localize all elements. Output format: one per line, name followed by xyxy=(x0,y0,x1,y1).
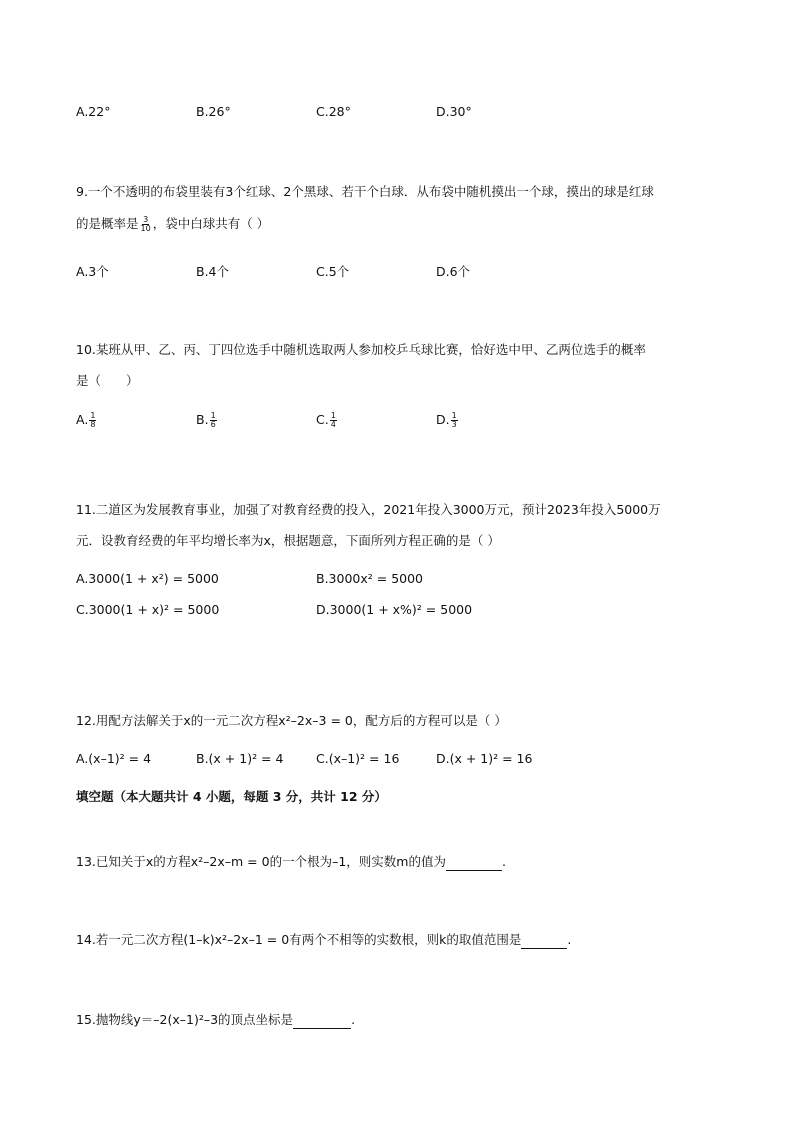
q10-a-denominator: 8 xyxy=(90,420,96,429)
q12-option-c: C.(x–1)² = 16 xyxy=(316,751,400,766)
q10-option-c xyxy=(316,412,338,429)
q10-option-a xyxy=(76,412,97,429)
q10-b-denominator: 6 xyxy=(210,420,216,429)
q15-text: 15.抛物线y＝–2(x–1)²–3的顶点坐标是 xyxy=(76,1012,294,1027)
q10-option-b-fraction xyxy=(210,412,217,429)
q10-option-d-fraction xyxy=(451,412,458,429)
q15-period: . xyxy=(351,1012,356,1027)
q10-stem-line2: 是（ ） xyxy=(76,373,139,388)
q12-stem: 12.用配方法解关于x的一元二次方程x²–2x–3 = 0，配方后的方程可以是（ ） xyxy=(76,713,507,728)
q10-c-denominator: 4 xyxy=(330,420,336,429)
q12-option-b: B.(x + 1)² = 4 xyxy=(196,751,284,766)
q9-option-d: D.6个 xyxy=(436,264,471,279)
q10-option-d-label: D. xyxy=(436,412,450,427)
q14-answer-blank[interactable] xyxy=(521,933,567,949)
q9-stem-line1: 9.一个不透明的布袋里装有3个红球、2个黑球、若干个白球．从布袋中随机摸出一个球，摸出的球是红球 xyxy=(76,184,654,199)
q11-stem-line1: 11.二道区为发展教育事业，加强了对教育经费的投入，2021年投入3000万元，预计2023年投入5000万 xyxy=(76,502,661,517)
q10-option-c-fraction xyxy=(330,412,337,429)
q13-text: 13.已知关于x的方程x²–2x–m = 0的一个根为–1，则实数m的值为 xyxy=(76,854,446,869)
q11-stem-line2: 元．设教育经费的年平均增长率为x，根据题意，下面所列方程正确的是（ ） xyxy=(76,533,500,548)
q12-option-a: A.(x–1)² = 4 xyxy=(76,751,152,766)
q11-option-b: B.3000x² = 5000 xyxy=(316,571,424,586)
q9-frac-denominator: 10 xyxy=(140,224,151,233)
q10-option-d xyxy=(436,412,459,429)
q10-stem-line1: 10.某班从甲、乙、丙、丁四位选手中随机选取两人参加校乒乓球比赛，恰好选中甲、乙两位选手的概率 xyxy=(76,342,646,357)
q9-stem-line2 xyxy=(76,214,269,233)
q15-stem xyxy=(76,1010,355,1029)
q8-option-c: C.28° xyxy=(316,104,351,119)
q9-line2-pre: 的是概率是 xyxy=(76,216,139,231)
q9-option-c: C.5个 xyxy=(316,264,350,279)
fill-in-section-heading: 填空题（本大题共计 4 小题，每题 3 分，共计 12 分） xyxy=(76,789,387,804)
q13-stem xyxy=(76,852,506,871)
q10-option-b-label: B. xyxy=(196,412,209,427)
q9-fraction xyxy=(140,216,152,233)
q10-option-b xyxy=(196,412,218,429)
q11-option-a: A.3000(1 + x²) = 5000 xyxy=(76,571,219,586)
q10-a-numerator: 1 xyxy=(90,411,96,420)
q9-frac-numerator: 3 xyxy=(143,215,149,224)
q10-d-numerator: 1 xyxy=(451,411,457,420)
q9-line2-post: ，袋中白球共有（ ） xyxy=(152,216,270,231)
q13-period: . xyxy=(501,854,506,869)
q10-d-denominator: 3 xyxy=(451,420,457,429)
q9-option-a: A.3个 xyxy=(76,264,109,279)
q10-option-c-label: C. xyxy=(316,412,329,427)
q12-option-d: D.(x + 1)² = 16 xyxy=(436,751,533,766)
q14-period: . xyxy=(567,932,572,947)
q15-answer-blank[interactable] xyxy=(293,1013,351,1029)
q8-option-d: D.30° xyxy=(436,104,472,119)
q8-option-a: A.22° xyxy=(76,104,111,119)
q10-option-a-label: A. xyxy=(76,412,89,427)
q10-c-numerator: 1 xyxy=(330,411,336,420)
q10-b-numerator: 1 xyxy=(210,411,216,420)
q11-option-d: D.3000(1 + x%)² = 5000 xyxy=(316,602,473,617)
q8-option-b: B.26° xyxy=(196,104,231,119)
q10-option-a-fraction xyxy=(89,412,96,429)
q14-text: 14.若一元二次方程(1–k)x²–2x–1 = 0有两个不相等的实数根，则k的取值范围是 xyxy=(76,932,522,947)
q14-stem xyxy=(76,930,571,949)
q11-option-c: C.3000(1 + x)² = 5000 xyxy=(76,602,220,617)
q9-option-b: B.4个 xyxy=(196,264,230,279)
q13-answer-blank[interactable] xyxy=(446,855,502,871)
